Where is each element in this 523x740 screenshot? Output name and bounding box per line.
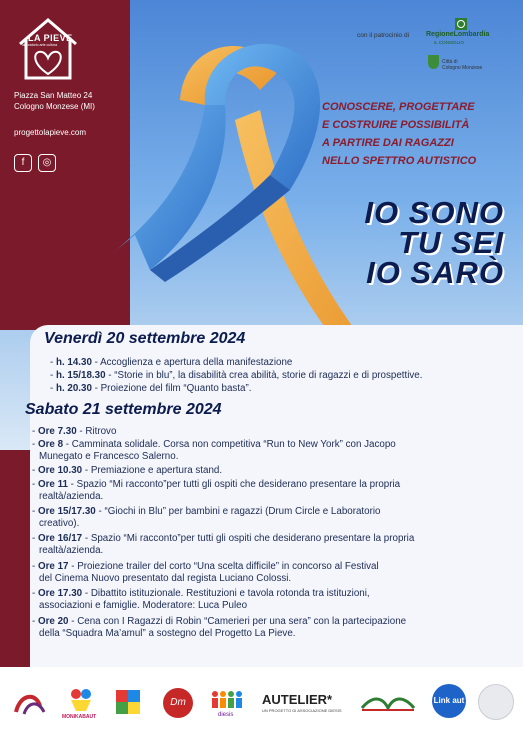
cologno-shield-icon	[428, 55, 439, 69]
event-text-cont: della “Squadra Ma’amul” a sostegno del Progetto La Pieve.	[39, 628, 296, 640]
puzzle-logo-icon	[112, 686, 152, 720]
event-text-cont: creativo).	[39, 518, 80, 530]
event-item: - Ore 15/17.30 - “Giochi in Blu” per bambini e ragazzi (Drum Circle e Laboratorio creativo).	[32, 506, 381, 530]
sponsor-logo-1-icon	[10, 688, 50, 722]
day-title-friday: Venerdì 20 settembre 2024	[44, 330, 246, 347]
region-sub: IL CONSIGLIO	[434, 40, 464, 45]
event-time: Ore 7.30	[37, 426, 77, 437]
lombardia-rose-icon	[455, 18, 467, 30]
event-item: - Ore 10.30 - Premiazione e apertura stand.	[32, 465, 223, 476]
instagram-icon[interactable]: ◎	[38, 154, 56, 172]
headline-line-1: CONOSCERE, PROGETTARE	[322, 101, 475, 113]
event-time: Ore 8	[37, 439, 64, 450]
dm-logo-icon: Dm	[163, 688, 193, 718]
monikabaut-logo-icon	[66, 686, 96, 712]
headline	[322, 98, 476, 170]
website-link[interactable]: progettolapieve.com	[14, 128, 87, 137]
la-pieve-logo-icon	[16, 16, 80, 82]
event-time: Ore 15/17.30	[37, 506, 96, 517]
region-name: RegioneLombardia	[426, 31, 490, 38]
linkaut-logo-icon: Link aut	[432, 684, 466, 718]
monikabaut-label: MONIKABAUT	[62, 714, 97, 720]
event-text: - “Storie in blu”, la disabilità crea abilità, storie di ragazzi e di prospettive.	[105, 370, 423, 381]
event-text: - Premiazione e apertura stand.	[82, 465, 223, 476]
address-line-2: Cologno Monzese (MI)	[14, 102, 95, 111]
title-line-2: TU SEI	[398, 225, 504, 260]
autelier-logo: AUTELIER*	[262, 692, 333, 707]
event-time: Ore 17	[37, 561, 69, 572]
diesis-label: diesis	[218, 712, 234, 718]
event-item: - Ore 17.30 - Dibattito istituzionale. Restituzioni e tavola rotonda tra istituzioni, associazioni e famiglie. Moderatore: Luca Puleo	[32, 588, 370, 612]
event-text: - Accoglienza e apertura della manifestazione	[91, 357, 293, 368]
event-text: - Camminata solidale. Corsa non competitiva “Run to New York” con Jacopo	[63, 439, 396, 450]
event-text-cont: realtà/azienda.	[39, 491, 104, 503]
event-time: Ore 11	[37, 479, 68, 490]
event-item: - Ore 20 - Cena con I Ragazzi di Robin “Camerieri per una sera” con la partecipazione della “Squadra Ma’amul” a sostegno del Progetto La Pieve.	[32, 616, 407, 640]
event-text: - Spazio “Mi racconto”per tutti gli ospiti che desiderano presentare la propria	[82, 533, 415, 544]
event-item: - h. 20.30 - Proiezione del film “Quanto basta”.	[50, 383, 252, 394]
organization-address	[14, 90, 95, 112]
address-line-1: Piazza San Matteo 24	[14, 91, 93, 100]
bridge-logo-icon	[360, 694, 416, 712]
event-text: - Dibattito istituzionale. Restituzioni e tavola rotonda tra istituzioni,	[82, 588, 370, 599]
event-time: h. 20.30	[55, 383, 92, 394]
title-line-3: IO SARÒ	[366, 255, 504, 290]
event-text: - “Giochi in Blu” per bambini e ragazzi (Drum Circle e Laboratorio	[95, 506, 381, 517]
event-text: - Proiezione del film “Quanto basta”.	[91, 383, 252, 394]
event-time: Ore 16/17	[37, 533, 83, 544]
title-line-1: IO SONO	[364, 195, 504, 230]
event-text: - Spazio “Mi racconto”per tutti gli ospiti che desiderano presentare la propria	[67, 479, 401, 490]
city-line-2: Cologno Monzese	[442, 65, 483, 71]
organization-tagline: laboratorio arte cultura	[22, 43, 58, 47]
event-text-cont: del Cinema Nuovo presentato dal regista Luciano Colossi.	[39, 573, 292, 585]
city-patronage	[442, 59, 482, 71]
event-time: Ore 17.30	[37, 588, 83, 599]
event-text-cont: Munegato e Francesco Salerno.	[39, 451, 179, 463]
event-item: - Ore 7.30 - Ritrovo	[32, 426, 117, 437]
event-title	[296, 195, 504, 290]
event-item: - Ore 11 - Spazio “Mi racconto”per tutti gli ospiti che desiderano presentare la propria realtà/azienda.	[32, 479, 401, 503]
social-links	[14, 154, 56, 172]
event-text-cont: realtà/azienda.	[39, 545, 104, 557]
city-line-1: Città di	[442, 59, 458, 65]
event-time: h. 15/18.30	[55, 370, 106, 381]
event-time: h. 14.30	[55, 357, 92, 368]
diesis-logo-icon	[210, 688, 244, 710]
event-time: Ore 10.30	[37, 465, 83, 476]
event-text: - Ritrovo	[76, 426, 117, 437]
event-item: - Ore 17 - Proiezione trailer del corto “Una scelta difficile” in concorso al Festival del Cinema Nuovo presentato dal regista Luciano Colossi.	[32, 561, 379, 585]
event-text: - Proiezione trailer del corto “Una scelta difficile” in concorso al Festival	[68, 561, 379, 572]
event-item: - Ore 16/17 - Spazio “Mi racconto”per tutti gli ospiti che desiderano presentare la propria realtà/azienda.	[32, 533, 415, 557]
headline-line-4: NELLO SPETTRO AUTISTICO	[322, 155, 477, 167]
headline-line-2: E COSTRUIRE POSSIBILITÀ	[322, 119, 470, 131]
patronage-label: con il patrocinio di	[357, 32, 410, 39]
event-item: - h. 15/18.30 - “Storie in blu”, la disabilità crea abilità, storie di ragazzi e di prospettive.	[50, 370, 423, 381]
facebook-icon[interactable]: f	[14, 154, 32, 172]
event-text: - Cena con I Ragazzi di Robin “Camerieri per una sera” con la partecipazione	[68, 616, 407, 627]
autelier-subtitle: UN PROGETTO DI ASSOCIAZIONE DIESIS	[262, 708, 342, 713]
headline-line-3: A PARTIRE DAI RAGAZZI	[322, 137, 454, 149]
sponsor-logo-last-icon	[478, 684, 514, 720]
event-item: - Ore 8 - Camminata solidale. Corsa non competitiva “Run to New York” con Jacopo Munegato e Francesco Salerno.	[32, 439, 396, 463]
day-title-saturday: Sabato 21 settembre 2024	[25, 401, 222, 418]
event-item: - h. 14.30 - Accoglienza e apertura della manifestazione	[50, 357, 293, 368]
event-text-cont: associazioni e famiglie. Moderatore: Luca Puleo	[39, 600, 248, 612]
event-time: Ore 20	[37, 616, 69, 627]
organization-name: LA PIEVE	[28, 33, 73, 43]
